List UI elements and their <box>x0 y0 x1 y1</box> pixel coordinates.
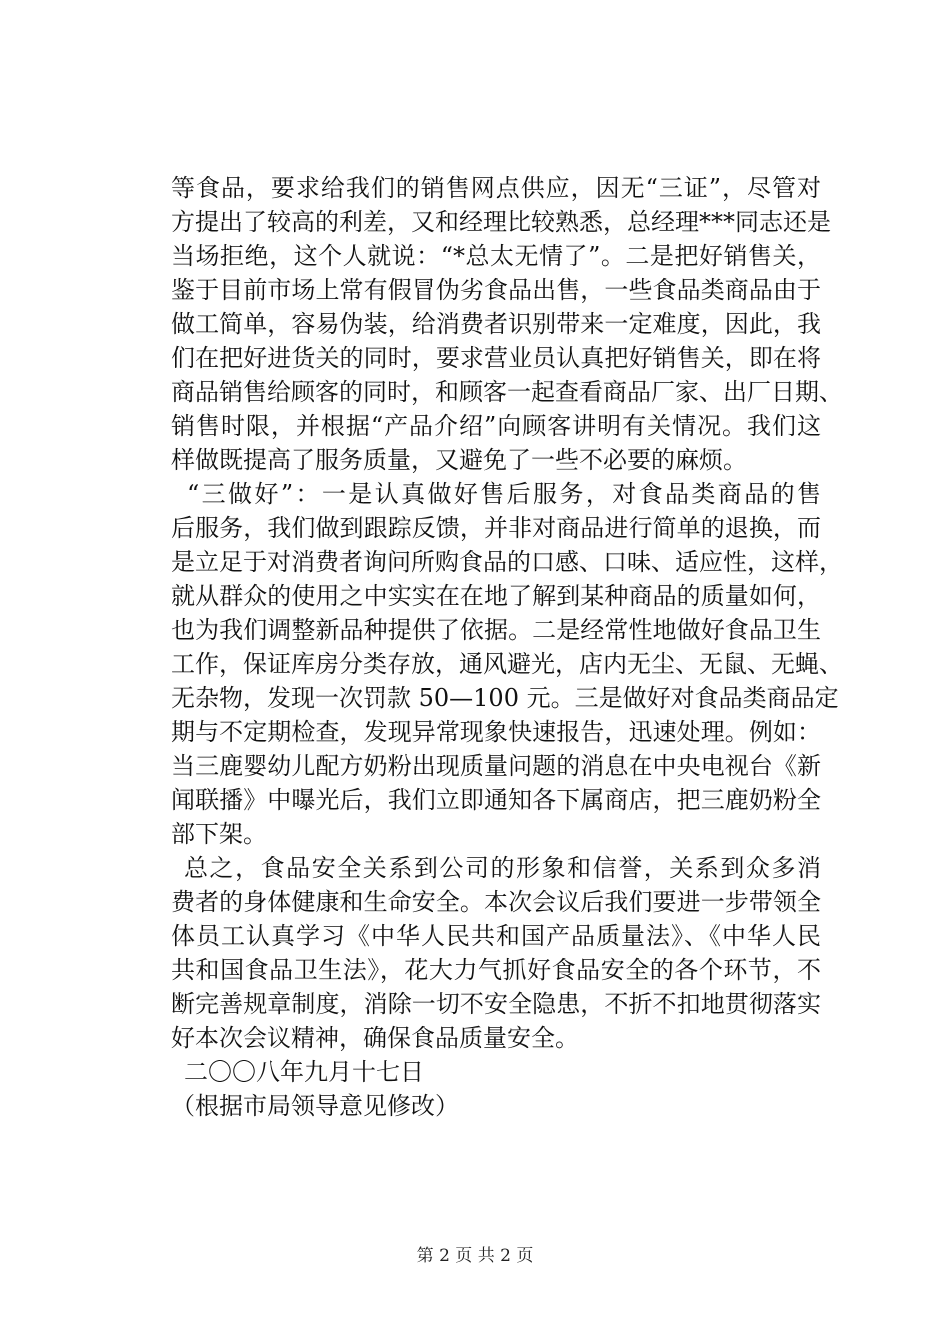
text-line: 样做既提高了服务质量，又避免了一些不必要的麻烦。 <box>171 446 747 474</box>
document-body <box>171 171 843 1123</box>
paragraph-first-line: “三做好”：一是认真做好售后服务，对食品类商品的售 <box>187 480 821 508</box>
revision-note: （根据市局领导意见修改） <box>171 1092 459 1120</box>
text-line: 体员工认真学习《中华人民共和国产品质量法》、《中华人民 <box>171 922 821 950</box>
text-line: 闻联播》中曝光后，我们立即通知各下属商店，把三鹿奶粉全 <box>171 786 821 814</box>
text-line: 就从群众的使用之中实实在在地了解到某种商品的质量如何， <box>171 582 821 610</box>
text-line: 商品销售给顾客的同时，和顾客一起查看商品厂家、出厂日期、 <box>171 378 843 406</box>
text-line: 方提出了较高的利差，又和经理比较熟悉，总经理***同志还是 <box>171 208 831 236</box>
text-line: 销售时限，并根据“产品介绍”向顾客讲明有关情况。我们这 <box>171 412 821 440</box>
text-line: 期与不定期检查，发现异常现象快速报告，迅速处理。例如： <box>171 718 821 746</box>
paragraph-first-line: 总之，食品安全关系到公司的形象和信誉，关系到众多消 <box>184 854 821 882</box>
text-line: 当三鹿婴幼儿配方奶粉出现质量问题的消息在中央电视台《新 <box>171 752 821 780</box>
text-line: 们在把好进货关的同时，要求营业员认真把好销售关，即在将 <box>171 344 821 372</box>
text-line: 做工简单，容易伪装，给消费者识别带来一定难度，因此，我 <box>171 310 821 338</box>
document-date: 二〇〇八年九月十七日 <box>184 1058 424 1086</box>
text-line: 当场拒绝，这个人就说：“*总太无情了”。二是把好销售关， <box>171 242 821 270</box>
text-line: 后服务，我们做到跟踪反馈，并非对商品进行简单的退换，而 <box>171 514 821 542</box>
page-number-footer: 第 2 页 共 2 页 <box>416 1246 534 1266</box>
text-line: 部下架。 <box>171 820 267 848</box>
text-line: 好本次会议精神，确保食品质量安全。 <box>171 1024 579 1052</box>
text-line: 也为我们调整新品种提供了依据。二是经常性地做好食品卫生 <box>171 616 821 644</box>
text-line: 断完善规章制度，消除一切不安全隐患，不折不扣地贯彻落实 <box>171 990 821 1018</box>
text-line: 等食品，要求给我们的销售网点供应，因无“三证”，尽管对 <box>171 174 821 202</box>
text-line: 无杂物，发现一次罚款 50—100 元。三是做好对食品类商品定 <box>171 684 839 712</box>
text-line: 鉴于目前市场上常有假冒伪劣食品出售，一些食品类商品由于 <box>171 276 821 304</box>
text-line: 费者的身体健康和生命安全。本次会议后我们要进一步带领全 <box>171 888 821 916</box>
text-line: 工作，保证库房分类存放，通风避光，店内无尘、无鼠、无蝇、 <box>171 650 843 678</box>
text-line: 共和国食品卫生法》，花大力气抓好食品安全的各个环节，不 <box>171 956 821 984</box>
text-line: 是立足于对消费者询问所购食品的口感、口味、适应性，这样， <box>171 548 843 576</box>
